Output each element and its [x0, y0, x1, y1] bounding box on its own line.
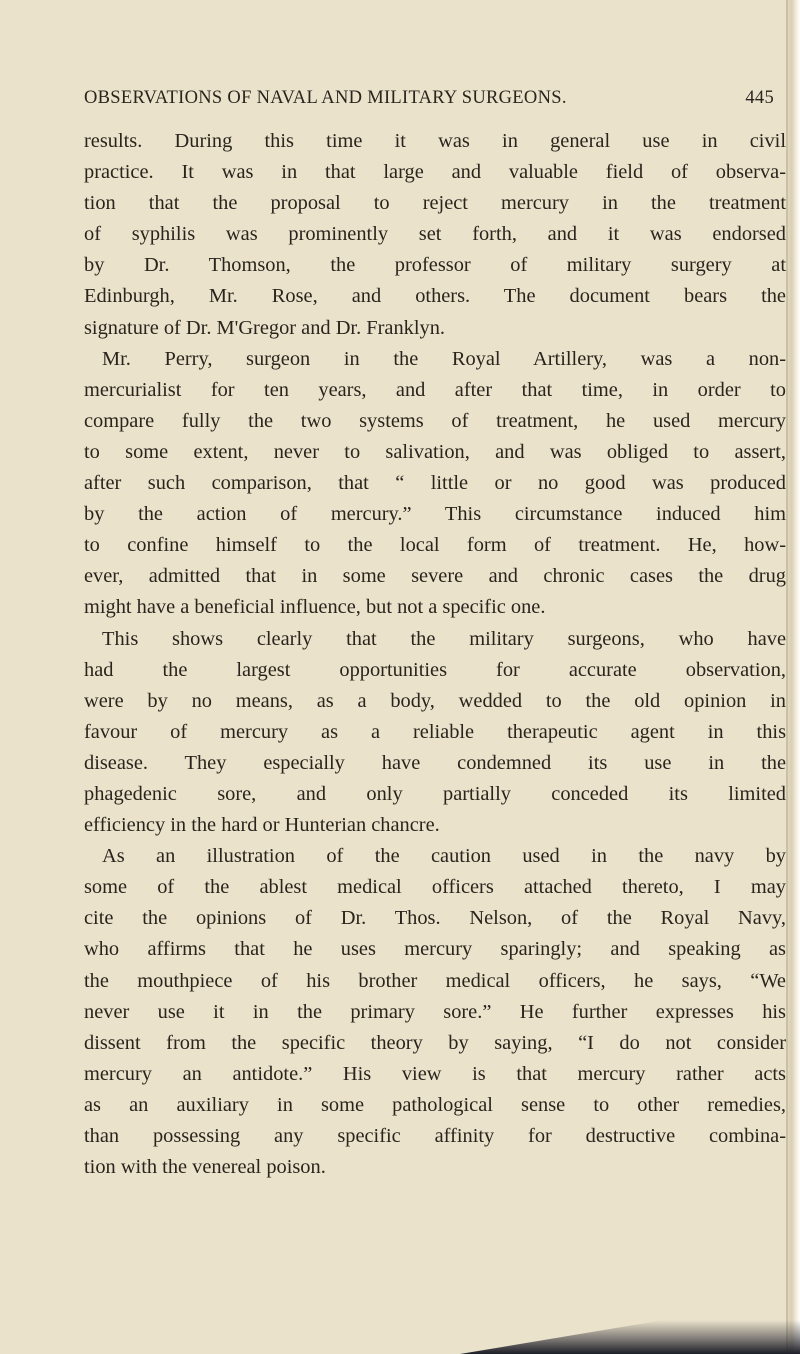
text-line: never use it in the primary sore.” He further expresses his: [84, 1000, 786, 1023]
text-line: to some extent, never to salivation, and was obliged to assert,: [84, 440, 786, 463]
text-line: ever, admitted that in some severe and chronic cases the drug: [84, 565, 786, 588]
running-title: OBSERVATIONS OF NAVAL AND MILITARY SURGEONS.: [84, 88, 567, 108]
page-number: 445: [745, 88, 774, 108]
text-line: practice. It was in that large and valuable field of observa-: [84, 161, 786, 184]
text-line: cite the opinions of Dr. Thos. Nelson, of the Royal Navy,: [84, 907, 786, 930]
text-line: some of the ablest medical officers attached thereto, I may: [84, 876, 786, 899]
text-line: by the action of mercury.” This circumstance induced him: [84, 503, 786, 526]
text-line: mercurialist for ten years, and after that time, in order to: [84, 378, 786, 401]
text-line: had the largest opportunities for accurate observation,: [84, 658, 786, 681]
text-line: as an auxiliary in some pathological sense to other remedies,: [84, 1093, 786, 1116]
text-line: This shows clearly that the military surgeons, who have: [102, 627, 786, 650]
text-line: than possessing any specific affinity for destructive combina-: [84, 1125, 786, 1147]
text-line: results. During this time it was in general use in civil: [84, 130, 786, 152]
text-line: disease. They especially have condemned its use in the: [84, 751, 786, 774]
text-line: phagedenic sore, and only partially conceded its limited: [84, 782, 786, 805]
text-line: to confine himself to the local form of treatment. He, how-: [84, 534, 786, 557]
text-line: of syphilis was prominently set forth, and it was endorsed: [84, 223, 786, 246]
body-text: [84, 126, 786, 1183]
text-line: dissent from the specific theory by saying, “I do not consider: [84, 1031, 786, 1054]
text-line: compare fully the two systems of treatment, he used mercury: [84, 409, 786, 432]
text-line: the mouthpiece of his brother medical officers, he says, “We: [84, 969, 786, 992]
running-head: [84, 88, 774, 109]
text-line: As an illustration of the caution used in the navy by: [102, 845, 786, 868]
text-line: Mr. Perry, surgeon in the Royal Artillery, was a non-: [102, 347, 786, 370]
text-line: efficiency in the hard or Hunterian chancre.: [84, 814, 440, 837]
text-line: mercury an antidote.” His view is that mercury rather acts: [84, 1062, 786, 1085]
text-line: favour of mercury as a reliable therapeutic agent in this: [84, 720, 786, 743]
text-line: were by no means, as a body, wedded to the old opinion in: [84, 689, 786, 712]
text-line: after such comparison, that “ little or no good was produced: [84, 472, 786, 495]
page-edge-line: [786, 0, 788, 1354]
text-line: who affirms that he uses mercury sparingly; and speaking as: [84, 938, 786, 961]
text-line: by Dr. Thomson, the professor of military surgery at: [84, 254, 786, 277]
scan-shadow: [460, 1320, 800, 1354]
text-line: might have a beneficial influence, but not a specific one.: [84, 596, 546, 619]
text-line: tion that the proposal to reject mercury in the treatment: [84, 192, 786, 215]
text-line: tion with the venereal poison.: [84, 1156, 326, 1179]
text-line: Edinburgh, Mr. Rose, and others. The document bears the: [84, 285, 786, 308]
page-edge: [786, 0, 800, 1354]
text-line: signature of Dr. M'Gregor and Dr. Franklyn.: [84, 316, 446, 339]
